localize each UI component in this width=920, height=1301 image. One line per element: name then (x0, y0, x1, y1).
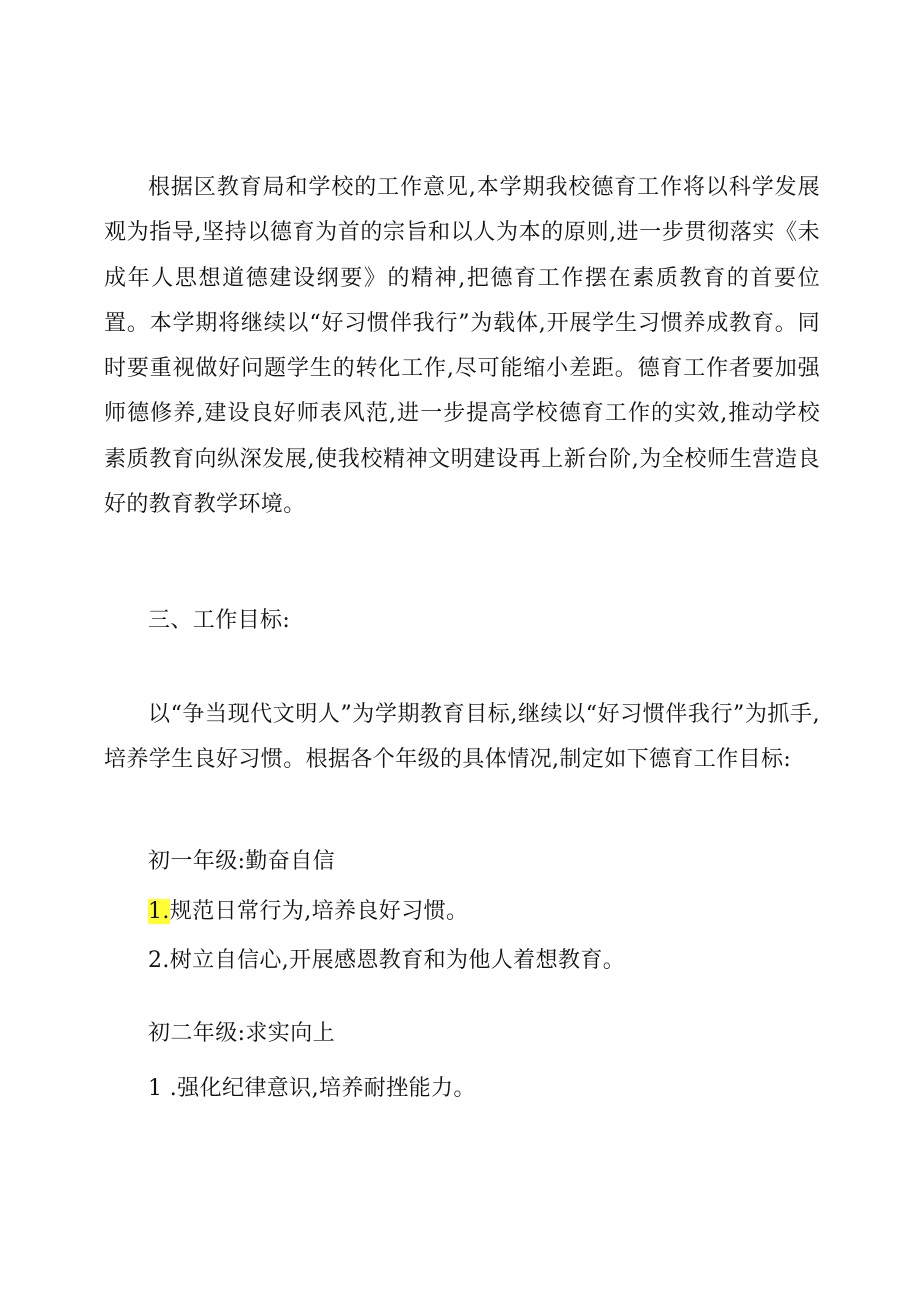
goal-paragraph: 以“争当现代文明人”为学期教育目标,继续以“好习惯伴我行”为抓手,培养学生良好习惯。根据各个年级的具体情况,制定如下德育工作目标: (104, 702, 820, 773)
highlighted-item-number: 1. (148, 899, 170, 924)
grade1-item1-text: 规范日常行为,培养良好习惯。 (169, 899, 469, 924)
intro-paragraph: 根据区教育局和学校的工作意见,本学期我校德育工作将以科学发展观为指导,坚持以德育为首的宗旨和以人为本的原则,进一步贯彻落实《未成年人思想道德建设纲要》的精神,把德育工作摆在素质教育的首要位置。本学期将继续以“好习惯伴我行”为载体,开展学生习惯养成教育。同时要重视做好问题学生的转化工作,尽可能缩小差距。德育工作者要加强师德修养,建设良好师表风范,进一步提高学校德育工作的实效,推动学校素质教育向纵深发展,使我校精神文明建设再上新台阶,为全校师生营造良好的教育教学环境。 (104, 175, 820, 518)
grade2-item1: 1 .强化纪律意识,培养耐挫能力。 (148, 1076, 476, 1101)
section-heading: 三、工作目标: (148, 608, 291, 633)
grade1-item1 (148, 897, 468, 927)
grade1-title: 初一年级:勤奋自信 (148, 849, 336, 874)
grade1-item2: 2.树立自信心,开展感恩教育和为他人着想教育。 (148, 948, 626, 973)
grade2-title: 初二年级:求实向上 (148, 1021, 336, 1046)
